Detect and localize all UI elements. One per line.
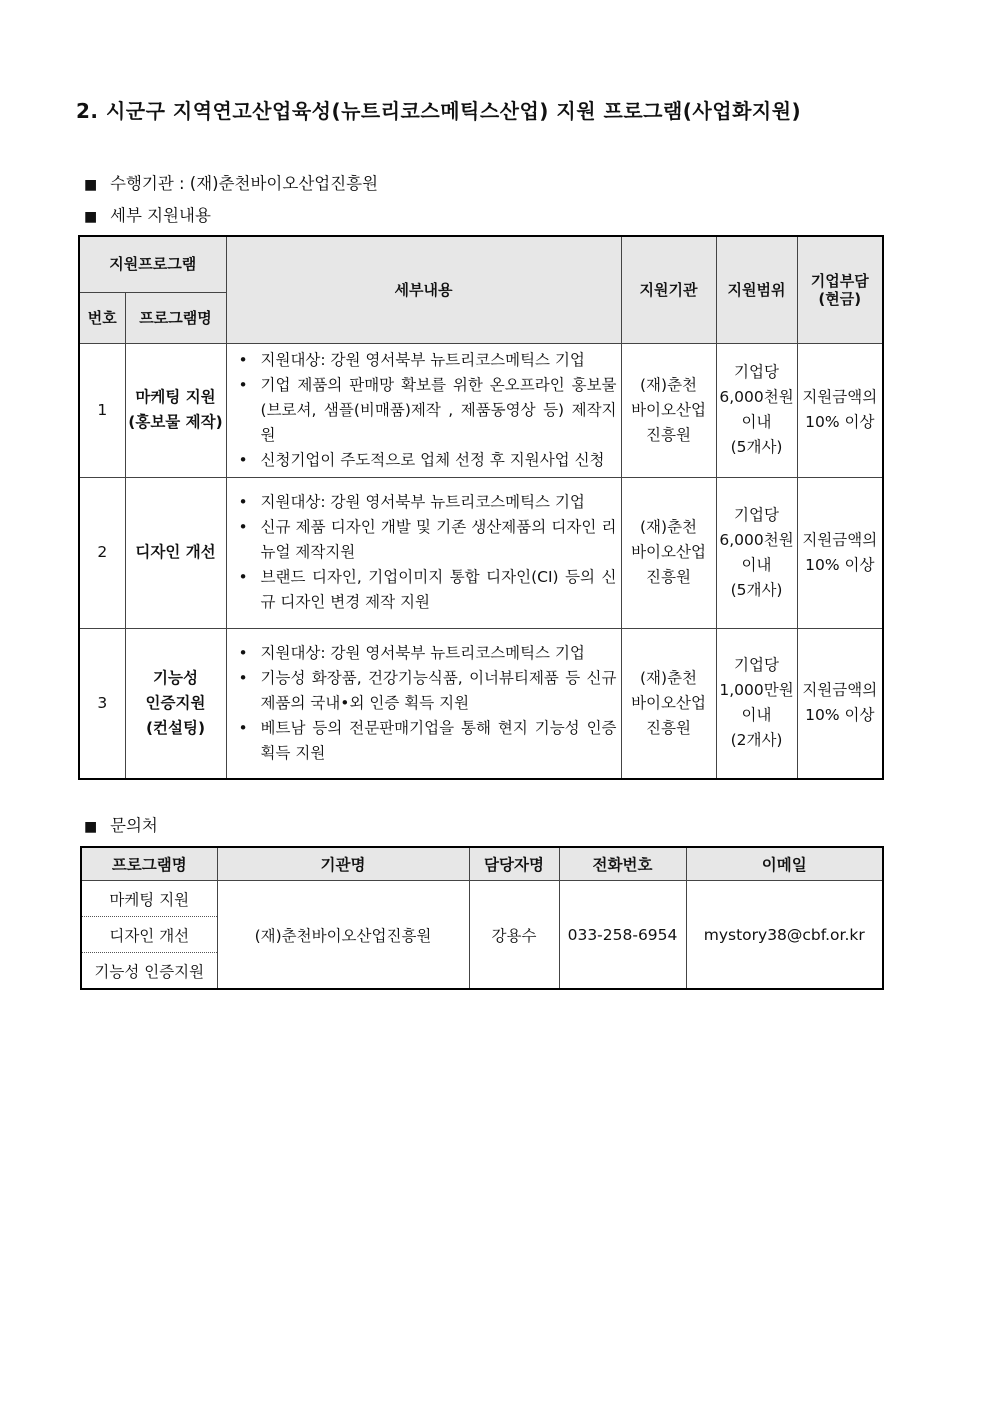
agency-line: 바이오산업	[631, 693, 706, 712]
range-line: 1,000만원	[719, 681, 794, 700]
contact-program: 디자인 개선	[81, 917, 217, 953]
row-detail	[226, 343, 621, 477]
header-program-group: 지원프로그램	[79, 236, 226, 292]
contact-header: 담당자명	[469, 847, 559, 881]
agency-line: (재)춘천	[640, 375, 698, 394]
contact-program: 기능성 인증지원	[81, 953, 217, 990]
row-detail	[226, 477, 621, 628]
name-line: 디자인 개선	[135, 543, 216, 561]
header-range: 지원범위	[716, 236, 797, 343]
detail-item: • 지원대상: 강원 영서북부 뉴트리코스메틱스 기업	[235, 641, 617, 666]
range-line: (2개사)	[730, 731, 783, 750]
contact-header: 프로그램명	[81, 847, 217, 881]
agency-line: (재)춘천	[640, 668, 698, 687]
agency-line: 진흥원	[646, 568, 691, 586]
burden-line: 지원금액의	[802, 388, 878, 406]
row-program-name	[125, 477, 226, 628]
bullet-details	[84, 202, 211, 226]
name-line: 인증지원	[145, 693, 206, 712]
row-agency	[621, 343, 716, 477]
row-program-name	[125, 343, 226, 477]
support-program-table	[78, 235, 884, 780]
agency-line: 진흥원	[646, 718, 691, 737]
name-line: (컨설팅)	[145, 718, 206, 737]
square-bullet-icon: ■	[84, 819, 98, 835]
header-burden-line2: (현금)	[818, 289, 862, 308]
row-agency	[621, 628, 716, 779]
agency-line: (재)춘천	[640, 518, 698, 536]
range-line: 이내	[741, 413, 772, 431]
detail-item: • 신청기업이 주도적으로 업체 선정 후 지원사업 신청	[235, 448, 617, 473]
contact-phone: 033-258-6954	[559, 881, 686, 990]
contact-org: (재)춘천바이오산업진흥원	[217, 881, 469, 990]
detail-item: • 베트남 등의 전문판매기업을 통해 현지 기능성 인증 획득 지원	[235, 716, 617, 766]
range-line: 이내	[741, 555, 772, 574]
contact-table	[80, 846, 884, 990]
header-burden-line1: 기업부담	[810, 271, 869, 290]
header-row-1	[79, 236, 883, 292]
detail-item: • 브랜드 디자인, 기업이미지 통합 디자인(CI) 등의 신규 디자인 변경 제작 지원	[235, 565, 617, 615]
range-line: 이내	[741, 706, 772, 725]
detail-item: • 신규 제품 디자인 개발 및 기존 생산제품의 디자인 리뉴얼 제작지원	[235, 515, 617, 565]
row-range	[716, 628, 797, 779]
row-agency	[621, 477, 716, 628]
table-row	[79, 477, 883, 628]
row-number: 3	[79, 628, 125, 779]
name-line: (홍보물 제작)	[128, 413, 223, 431]
range-line: (5개사)	[730, 438, 783, 456]
name-line: 기능성	[153, 668, 198, 687]
row-range	[716, 477, 797, 628]
burden-line: 10% 이상	[805, 555, 875, 574]
range-line: 기업당	[734, 656, 779, 675]
detail-item: • 지원대상: 강원 영서북부 뉴트리코스메틱스 기업	[235, 490, 617, 515]
square-bullet-icon: ■	[84, 209, 98, 225]
agency-line: 바이오산업	[631, 400, 706, 419]
bullet-contact	[84, 812, 158, 836]
contact-header-row	[81, 847, 883, 881]
contact-header: 전화번호	[559, 847, 686, 881]
row-burden	[797, 628, 883, 779]
header-agency: 지원기관	[621, 236, 716, 343]
header-number: 번호	[79, 292, 125, 343]
bullet-agency-text: 수행기관 : (재)춘천바이오산업진흥원	[110, 174, 379, 193]
row-burden	[797, 477, 883, 628]
detail-item: • 지원대상: 강원 영서북부 뉴트리코스메틱스 기업	[235, 348, 617, 373]
range-line: 6,000천원	[719, 530, 794, 549]
header-program-name: 프로그램명	[125, 292, 226, 343]
burden-line: 지원금액의	[802, 681, 878, 700]
header-detail: 세부내용	[226, 236, 621, 343]
contact-program: 마케팅 지원	[81, 881, 217, 917]
agency-line: 진흥원	[646, 425, 691, 444]
range-line: (5개사)	[730, 580, 783, 599]
row-burden	[797, 343, 883, 477]
burden-line: 지원금액의	[802, 530, 878, 549]
contact-header: 기관명	[217, 847, 469, 881]
row-range	[716, 343, 797, 477]
bullet-details-text: 세부 지원내용	[110, 206, 211, 225]
detail-item: • 기능성 화장품, 건강기능식품, 이너뷰티제품 등 신규 제품의 국내•외 인증 획득 지원	[235, 666, 617, 716]
bullet-contact-text: 문의처	[110, 816, 158, 835]
row-number: 1	[79, 343, 125, 477]
row-number: 2	[79, 477, 125, 628]
contact-email[interactable]: mystory38@cbf.or.kr	[686, 881, 883, 990]
table-row	[79, 343, 883, 477]
table-row	[79, 628, 883, 779]
bullet-agency	[84, 170, 378, 194]
range-line: 6,000천원	[719, 388, 794, 406]
row-detail	[226, 628, 621, 779]
contact-row	[81, 881, 883, 917]
burden-line: 10% 이상	[805, 706, 875, 725]
detail-item: • 기업 제품의 판매망 확보를 위한 온오프라인 홍보물(브로셔, 샘플(비매품)제작 , 제품동영상 등) 제작지원	[235, 373, 617, 448]
page-title: 2. 시군구 지역연고산업육성(뉴트리코스메틱스산업) 지원 프로그램(사업화지원)	[76, 99, 802, 123]
range-line: 기업당	[734, 363, 779, 381]
header-burden	[797, 236, 883, 343]
contact-header: 이메일	[686, 847, 883, 881]
contact-person: 강용수	[469, 881, 559, 990]
agency-line: 바이오산업	[631, 543, 706, 561]
square-bullet-icon: ■	[84, 177, 98, 193]
range-line: 기업당	[734, 505, 779, 524]
row-program-name	[125, 628, 226, 779]
name-line: 마케팅 지원	[135, 388, 216, 406]
burden-line: 10% 이상	[805, 413, 875, 431]
